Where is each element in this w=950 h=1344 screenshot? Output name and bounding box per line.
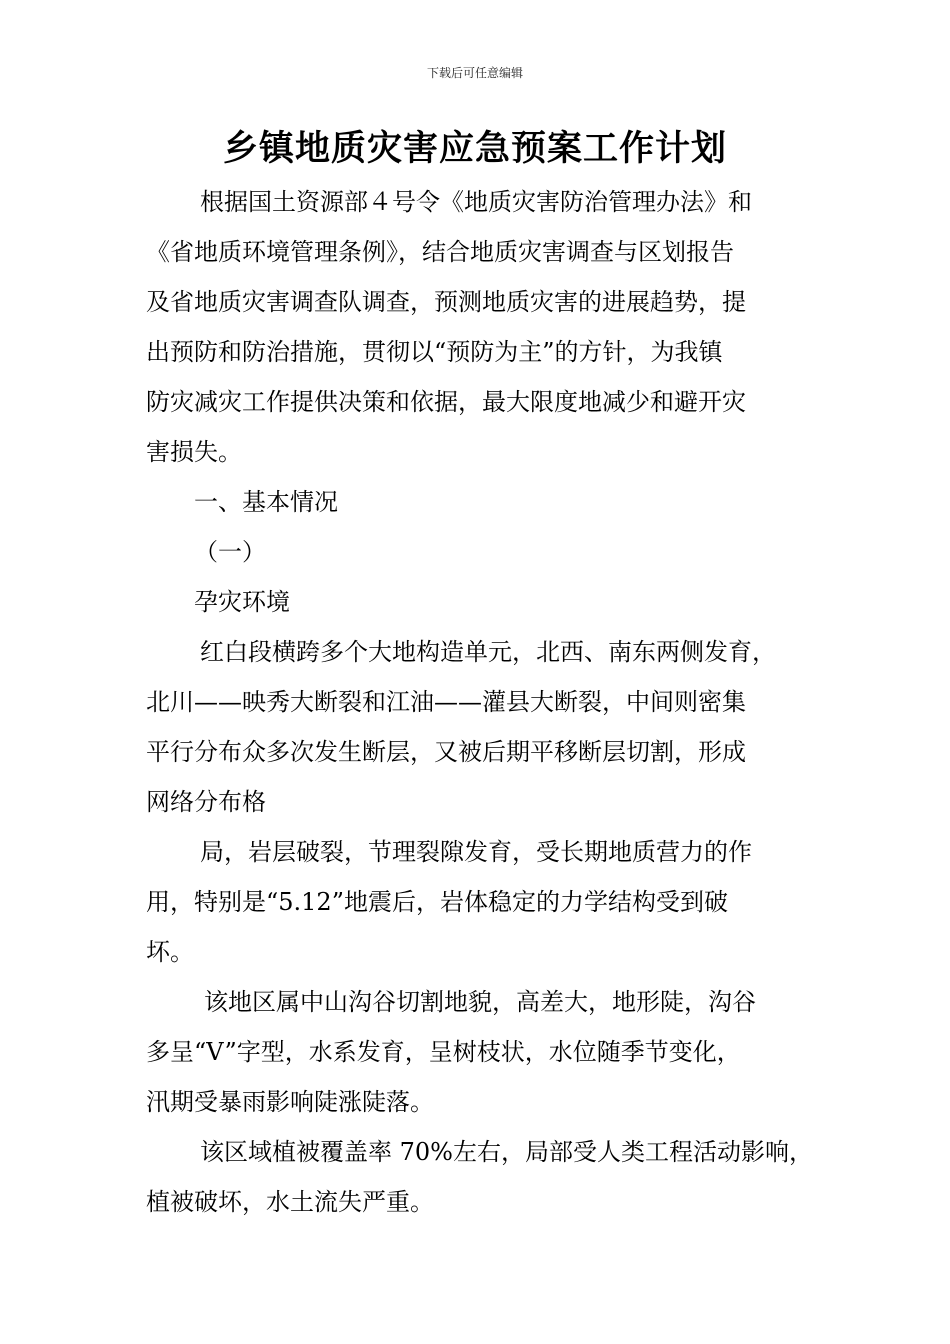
text-line: 植被破坏，水土流失严重。 xyxy=(146,1188,434,1216)
paragraph-tectonics xyxy=(146,627,836,827)
text-line: 该区域植被覆盖率 70%左右，局部受人类工程活动影响， xyxy=(200,1138,813,1166)
text-line: 根据国土资源部４号令《地质灾害防治管理办法》和 xyxy=(200,188,752,216)
text-line: 防灾减灾工作提供决策和依据，最大限度地减少和避开灾 xyxy=(146,388,746,416)
text-line: 坏。 xyxy=(146,938,194,966)
text-line: 及省地质灾害调查队调查，预测地质灾害的进展趋势，提 xyxy=(146,288,746,316)
text-line: 汛期受暴雨影响陡涨陡落。 xyxy=(146,1088,434,1116)
document-body xyxy=(146,177,836,1227)
text-line: 该地区属中山沟谷切割地貌，高差大，地形陡，沟谷 xyxy=(204,988,756,1016)
text-line: 北川——映秀大断裂和江油——灌县大断裂，中间则密集 xyxy=(146,688,746,716)
subsection-number: （一） xyxy=(194,538,266,566)
text-line: 出预防和防治措施，贯彻以“预防为主”的方针，为我镇 xyxy=(146,338,723,366)
text-line: 平行分布众多次发生断层，又被后期平移断层切割，形成 xyxy=(146,738,746,766)
text-line: 红白段横跨多个大地构造单元，北西、南东两侧发育， xyxy=(200,638,776,666)
paragraph-rock-structure xyxy=(146,827,836,977)
paragraph-intro xyxy=(146,177,836,477)
document-title: 乡镇地质灾害应急预案工作计划 xyxy=(222,129,727,169)
subsection-title: 孕灾环境 xyxy=(194,588,290,616)
text-line: 局，岩层破裂，节理裂隙发育，受长期地质营力的作 xyxy=(200,838,752,866)
paragraph-landform xyxy=(146,977,836,1127)
header-note: 下载后可任意编辑 xyxy=(426,66,523,80)
text-line: 网络分布格 xyxy=(146,788,266,816)
section-heading: 一、基本情况 xyxy=(194,488,338,516)
paragraph-vegetation xyxy=(146,1127,836,1227)
text-line: 害损失。 xyxy=(146,438,242,466)
text-line: 多呈“V”字型，水系发育，呈树枝状，水位随季节变化， xyxy=(146,1038,741,1066)
text-line: 《省地质环境管理条例》，结合地质灾害调查与区划报告 xyxy=(146,238,734,266)
text-line: 用，特别是“5.12”地震后，岩体稳定的力学结构受到破 xyxy=(146,888,728,916)
